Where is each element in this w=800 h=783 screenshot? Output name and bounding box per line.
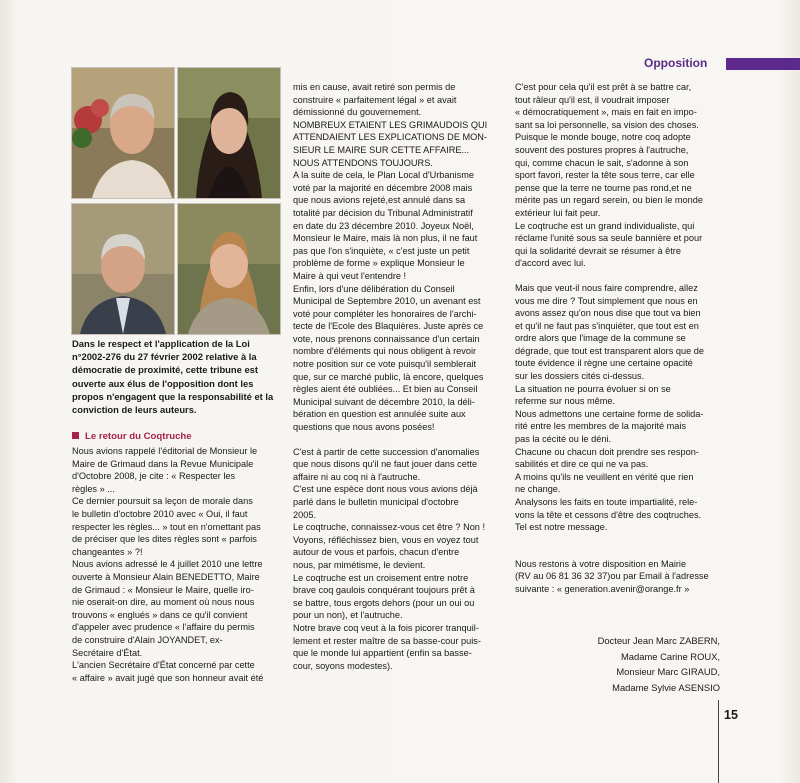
paragraph: Analysons les faits en toute impartialité, rele- vons la tête et cessons d'être des coqtruches. Tel est notre message. [515, 497, 702, 533]
page-number-divider [718, 700, 719, 783]
paragraph: Le coqtruche est un grand individualiste, qui réclame l'unité sous sa seule bannière et pour qui la solidarité devrait se résumer à être d'accord avec lui. [515, 220, 703, 269]
portrait-photo-4 [177, 203, 281, 335]
intro-statement: Dans le respect et l'application de la Loi n°2002-276 du 27 février 2002 relative à la démocratie de proximité, cette tribune est ouverte aux élus de l'opposition dont les propos n'engagent que la responsabilité et la conviction de leurs auteurs. [72, 338, 274, 416]
spacer [515, 546, 727, 558]
paragraph: C'est une espèce dont nous vous avions déjà parlé dans le bulletin municipal d'octobre 2005. [293, 484, 478, 520]
spacer [515, 534, 727, 546]
paragraph: Le coqtruche, connaissez-vous cet être ? Non ! Voyons, réfléchissez bien, vous en voyez tout autour de vous et parfois, chacun d'entre nous, par mimétisme, le devient. [293, 522, 486, 570]
text-column-1 [72, 445, 284, 684]
paragraph: Nous avions adressé le 4 juillet 2010 une lettre ouverte à Monsieur Alain BENEDETTO, Maire de Grimaud : « Monsieur le Maire, quelle iro- nie oserait-on dire, au moment où nous nous trouvons « englués » dans ce qu'il convient d'appeler avec prudence « l'affaire du permis de construire d'Alain JOYANDET, ex- Secrétaire d'État. [72, 559, 263, 658]
paragraph: Le coqtruche est un croisement entre notre brave coq gaulois conquérant toujours prêt à se battre, tous ergots dehors (pour un oui ou pour un non), et l'autruche. [293, 572, 475, 621]
heading-bullet [72, 432, 79, 439]
paragraph: Enfin, lors d'une délibération du Conseil Municipal de Septembre 2010, un avenant est voté pour compléter les honoraires de l'archi- tecte de l'Ecole des Blaquières. Juste après ce vote, nous prenons connaissance d'un certain nombre d'éléments qui nous obligent à revoir notre position sur ce vote puisqu'il semblerait que, sur ce marché public, là encore, quelques règles aient été oubliées... Et bien au Conseil Municipal suivant de décembre 2010, la déli- bération en question est annulée suite aux questions que nous avons posées! [293, 283, 484, 433]
section-color-bar [726, 58, 800, 70]
paragraph: L'ancien Secrétaire d'État concerné par cette « affaire » avait jugé que son honneur avait été [72, 660, 264, 683]
paragraph: Ce dernier poursuit sa leçon de morale dans le bulletin d'octobre 2010 avec « Oui, il faut respecter les règles... » tout en n'omettant pas de préciser que les dites règles sont « parfois changeantes » ?! [72, 496, 261, 557]
paragraph: mis en cause, avait retiré son permis de construire « parfaitement légal » et avait démissionné du gouvernement. [293, 82, 457, 118]
paragraph: Chacune ou chacun doit prendre ses respon- sabilités et dire ce qui ne va pas. [515, 446, 699, 470]
article-heading [72, 431, 280, 442]
signature-line: Madame Carine ROUX, [621, 650, 720, 662]
paragraph: C'est à partir de cette succession d'anomalies que nous disons qu'il ne faut jouer dans cette affaire ni au coq ni à l'autruche. [293, 446, 480, 482]
section-title: Opposition [644, 56, 708, 70]
signature-line: Madame Sylvie ASENSIO [612, 681, 720, 693]
page-number: 15 [724, 708, 738, 722]
contact-paragraph: Nous restons à votre disposition en Mairie (RV au 06 81 36 32 37)ou par Email à l'adresse suivante : « generation.avenir@orange.fr » [515, 558, 709, 594]
article-heading-text: Le retour du Coqtruche [85, 431, 192, 442]
text-column-2 [293, 81, 505, 672]
paragraph: Mais que veut-il nous faire comprendre, allez vous me dire ? Tout simplement que nous en avons assez qu'on nous dise que tout va bien et qu'il ne faut pas s'inquiéter, que tout est en ordre alors que l'image de la commune se dégrade, que tout est transparent alors que de toute évidence il règne une certaine opacité sur les dossiers cités ci-dessus. [515, 282, 704, 382]
text-column-3 [515, 81, 727, 596]
paragraph: NOMBREUX ETAIENT LES GRIMAUDOIS QUI ATTENDAIENT LES EXPLICATIONS DE MON- SIEUR LE MAIRE SUR CETTE AFFAIRE... NOUS ATTENDONS TOUJOURS. [293, 119, 488, 168]
paragraph: C'est pour cela qu'il est prêt à se battre car, tout râleur qu'il est, il voudrait imposer « démocratiquement », mais en fait en impo- sant sa loi personnelle, sa vision des choses. Puisque le monde bouge, notre coq adopte souvent des postures propres à l'autruche, qui, comme chacun le sait, s'adonne à son sport favori, rester la tête sous terre, car elle pense que la terre ne tourne pas rond,et ne mérite pas un regard serein, ou bien le monde extérieur lui fait peur. [515, 82, 703, 218]
portrait-photo-2 [177, 67, 281, 199]
portrait-photo-1 [71, 67, 175, 199]
spacer [515, 270, 727, 282]
paragraph: A moins qu'ils ne veuillent en vérité que rien ne change. [515, 471, 694, 495]
paragraph: Notre brave coq veut à la fois picorer tranquil- lement et rester maître de sa basse-cour puis- que le monde lui appartient (enfin sa basse- cour, soyons modestes). [293, 622, 481, 671]
paragraph: Nous admettons une certaine forme de solida- rité entre les membres de la majorité mais pas la cécité ou le déni. [515, 408, 704, 445]
spacer [293, 434, 505, 446]
signature-block [540, 633, 720, 695]
paragraph: A la suite de cela, le Plan Local d'Urbanisme voté par la majorité en décembre 2008 mais que nous avions rejeté,est annulé dans sa totalité par décision du Tribunal Administratif en date du 23 décembre 2010. Joyeux Noël, Monsieur le Maire, mais là non plus, il ne faut pas que l'on s'inquiète, « c'est juste un petit problème de forme » explique Monsieur le Maire à qui veut l'entendre ! [293, 170, 478, 281]
paragraph: Nous avions rappelé l'éditorial de Monsieur le Maire de Grimaud dans la Revue Municipale d'Octobre 2008, je cite : « Respecter les règles » ... [72, 446, 258, 494]
paragraph: La situation ne pourra évoluer si on se referme sur nous même. [515, 383, 671, 407]
signature-line: Monsieur Marc GIRAUD, [616, 666, 720, 678]
section-header [640, 55, 800, 73]
signature-line: Docteur Jean Marc ZABERN, [597, 635, 720, 646]
portrait-photo-3 [71, 203, 175, 335]
